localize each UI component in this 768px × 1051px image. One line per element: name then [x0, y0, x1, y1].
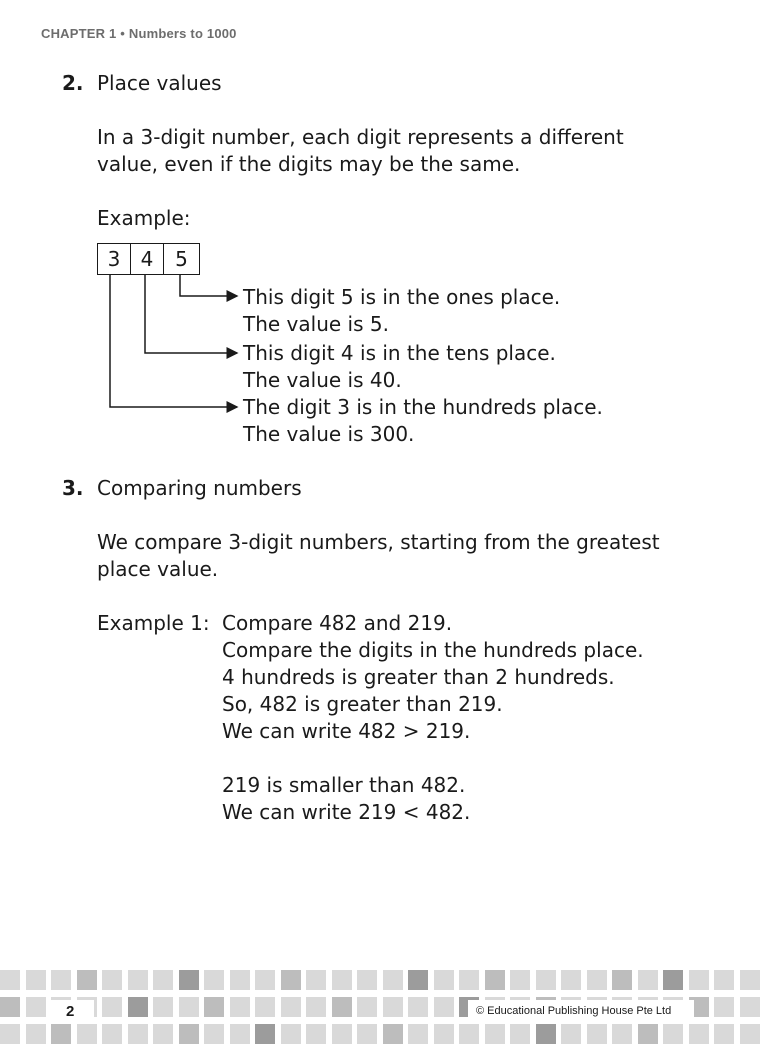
- footer-tile: [77, 1024, 97, 1044]
- footer-tile: [153, 997, 173, 1017]
- footer-tile: [0, 1024, 20, 1044]
- footer-tile: [587, 1024, 607, 1044]
- footer-tile: [612, 1024, 632, 1044]
- section-3-paragraph-line-2: place value.: [97, 557, 219, 581]
- footer-tile: [26, 1024, 46, 1044]
- footer-tile: [689, 970, 709, 990]
- footer-tile: [153, 970, 173, 990]
- footer-tile: [179, 970, 199, 990]
- footer-tile: [204, 997, 224, 1017]
- footer-tile: [204, 970, 224, 990]
- section-2-title: Place values: [97, 71, 222, 95]
- tens-value: The value is 40.: [243, 368, 402, 392]
- example-line: 4 hundreds is greater than 2 hundreds.: [222, 665, 615, 689]
- section-3-paragraph-line-1: We compare 3-digit numbers, starting from the greatest: [97, 530, 660, 554]
- footer-tile: [408, 970, 428, 990]
- footer-tile: [281, 970, 301, 990]
- footer-tile: [357, 1024, 377, 1044]
- ones-value: The value is 5.: [243, 312, 389, 336]
- footer-tile: [434, 970, 454, 990]
- footer-tile: [332, 1024, 352, 1044]
- footer-tile: [230, 970, 250, 990]
- footer-tile: [561, 970, 581, 990]
- tens-explanation: This digit 4 is in the tens place.: [243, 341, 556, 365]
- footer-tile: [383, 1024, 403, 1044]
- example-line: We can write 219 < 482.: [222, 800, 471, 824]
- page-number: 2: [66, 1003, 75, 1020]
- footer-tile: [51, 1024, 71, 1044]
- footer-tile: [434, 997, 454, 1017]
- footer-tile: [714, 970, 734, 990]
- footer-tile: [740, 970, 760, 990]
- footer-tile: [714, 997, 734, 1017]
- footer-tile: [51, 970, 71, 990]
- footer-tile: [485, 970, 505, 990]
- footer-tile: [0, 970, 20, 990]
- footer-tile: [408, 997, 428, 1017]
- footer-tile: [383, 997, 403, 1017]
- footer-tile: [510, 970, 530, 990]
- example-1-label: Example 1:: [97, 611, 210, 635]
- footer-tile: [306, 997, 326, 1017]
- footer-tile: [663, 970, 683, 990]
- footer-tile: [357, 997, 377, 1017]
- footer-tile: [77, 970, 97, 990]
- footer-tile: [179, 997, 199, 1017]
- footer-tile: [281, 1024, 301, 1044]
- footer-tile: [332, 997, 352, 1017]
- footer-tile: [281, 997, 301, 1017]
- footer-tile: [128, 1024, 148, 1044]
- footer-tile: [434, 1024, 454, 1044]
- example-line: 219 is smaller than 482.: [222, 773, 466, 797]
- footer-tile: [536, 970, 556, 990]
- ones-explanation: This digit 5 is in the ones place.: [243, 285, 561, 309]
- section-2-number: 2.: [62, 71, 84, 95]
- hundreds-explanation: The digit 3 is in the hundreds place.: [243, 395, 603, 419]
- footer-tile: [255, 1024, 275, 1044]
- footer-tile: [230, 1024, 250, 1044]
- arrow-tens: [145, 275, 237, 353]
- chapter-header: CHAPTER 1 • Numbers to 1000: [41, 26, 237, 41]
- hundreds-value: The value is 300.: [243, 422, 415, 446]
- footer-tile: [26, 997, 46, 1017]
- section-2-paragraph-line-1: In a 3-digit number, each digit represents a different: [97, 125, 624, 149]
- footer-tile: [306, 1024, 326, 1044]
- footer-tile: [459, 1024, 479, 1044]
- footer-tile: [179, 1024, 199, 1044]
- footer-tile: [255, 997, 275, 1017]
- footer-tile: [128, 997, 148, 1017]
- example-line: Compare 482 and 219.: [222, 611, 453, 635]
- footer-tile: [128, 970, 148, 990]
- example-label: Example:: [97, 206, 191, 230]
- example-line: Compare the digits in the hundreds place.: [222, 638, 644, 662]
- footer-tile: [638, 970, 658, 990]
- footer-tile: [26, 970, 46, 990]
- digit-box-ones: 5: [164, 243, 200, 275]
- footer-tile: [306, 970, 326, 990]
- footer-tile: [740, 997, 760, 1017]
- footer-tile: [587, 970, 607, 990]
- footer-tile: [510, 1024, 530, 1044]
- digit-box-tens: 4: [131, 243, 164, 275]
- footer-tile: [332, 970, 352, 990]
- footer-tile: [102, 1024, 122, 1044]
- section-2-paragraph-line-2: value, even if the digits may be the same.: [97, 152, 521, 176]
- footer-tile: [638, 1024, 658, 1044]
- footer-tile: [612, 970, 632, 990]
- footer-tile: [102, 970, 122, 990]
- footer-tile: [0, 997, 20, 1017]
- footer-tile: [408, 1024, 428, 1044]
- footer-tile: [689, 1024, 709, 1044]
- footer-tile: [357, 970, 377, 990]
- footer-tile: [714, 1024, 734, 1044]
- copyright-text: © Educational Publishing House Pte Ltd: [476, 1005, 672, 1017]
- section-3-number: 3.: [62, 476, 84, 500]
- footer-tile: [255, 970, 275, 990]
- footer-tile: [740, 1024, 760, 1044]
- footer-tile: [561, 1024, 581, 1044]
- section-3-title: Comparing numbers: [97, 476, 302, 500]
- footer-tile: [536, 1024, 556, 1044]
- footer-tile: [153, 1024, 173, 1044]
- footer-tile: [663, 1024, 683, 1044]
- digit-box-hundreds: 3: [97, 243, 131, 275]
- footer-tile: [204, 1024, 224, 1044]
- arrow-hundreds: [110, 275, 237, 407]
- footer-tile: [459, 970, 479, 990]
- footer-tile: [485, 1024, 505, 1044]
- footer-tile: [102, 997, 122, 1017]
- footer-tile: [383, 970, 403, 990]
- arrow-ones: [180, 275, 237, 296]
- example-line: We can write 482 > 219.: [222, 719, 471, 743]
- example-line: So, 482 is greater than 219.: [222, 692, 503, 716]
- footer-tile: [230, 997, 250, 1017]
